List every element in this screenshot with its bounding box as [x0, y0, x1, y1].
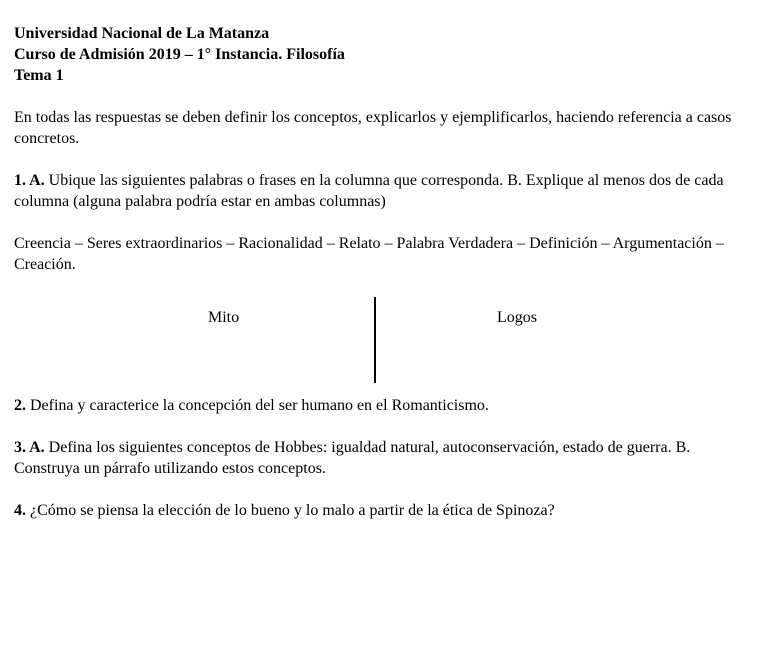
question-3-number: 3. A.: [14, 439, 45, 456]
topic-title: Tema 1: [14, 67, 64, 84]
mito-logos-columns: [14, 307, 754, 395]
question-4: [14, 500, 754, 521]
question-3: [14, 437, 754, 479]
question-2-text: Defina y caracterice la concepción del ser humano en el Romanticismo.: [26, 397, 489, 414]
column-logos-label: Logos: [497, 309, 537, 326]
question-1-number: 1. A.: [14, 172, 45, 189]
exam-page: [14, 23, 754, 521]
question-2-number: 2.: [14, 397, 26, 414]
column-mito-label: Mito: [208, 309, 240, 326]
instructions-text: En todas las respuestas se deben definir los conceptos, explicarlos y ejemplificarlos, haciendo referencia a casos concretos.: [14, 109, 732, 147]
course-title: Curso de Admisión 2019 – 1° Instancia. Filosofía: [14, 46, 345, 63]
question-2: [14, 395, 754, 416]
question-4-text: ¿Cómo se piensa la elección de lo bueno y lo malo a partir de la ética de Spinoza?: [26, 502, 555, 519]
university-name: Universidad Nacional de La Matanza: [14, 25, 270, 42]
column-divider: [374, 297, 376, 383]
question-1: [14, 170, 754, 212]
question-1-word-list: Creencia – Seres extraordinarios – Racionalidad – Relato – Palabra Verdadera – Definición – Argumentación – Creación.: [14, 235, 724, 273]
question-3-text: Defina los siguientes conceptos de Hobbes: igualdad natural, autoconservación, estado de guerra. B. Construya un párrafo utilizando estos conceptos.: [14, 439, 691, 477]
question-4-number: 4.: [14, 502, 26, 519]
question-1-text: Ubique las siguientes palabras o frases en la columna que corresponda. B. Explique al menos dos de cada columna (alguna palabra podría estar en ambas columnas): [14, 172, 724, 210]
